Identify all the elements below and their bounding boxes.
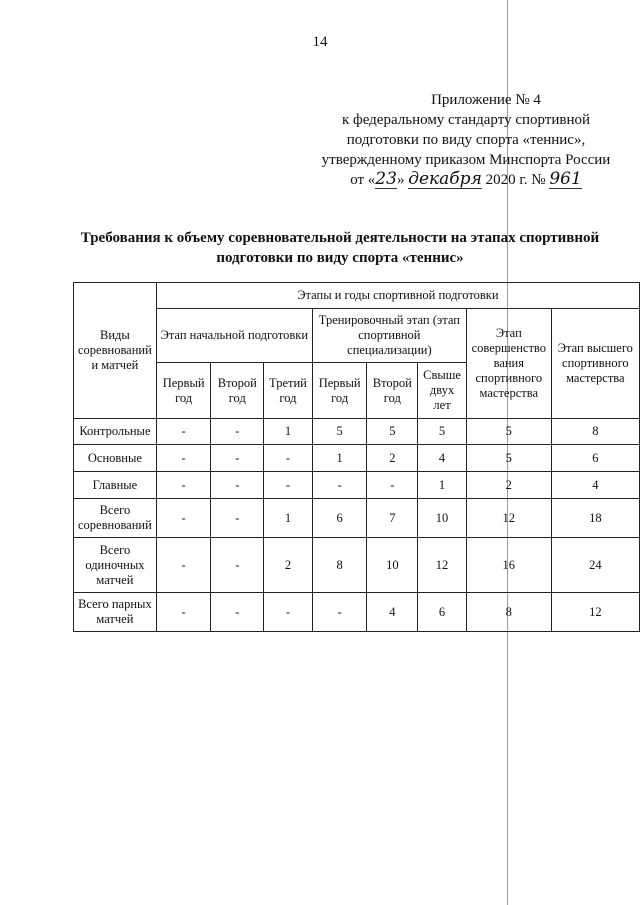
table-cell: 7 [367, 499, 418, 538]
header-stage-perfection: Этап совершенство вания спортивного мастерства [466, 309, 551, 419]
table-cell: - [264, 593, 313, 632]
header-year: Второй год [211, 363, 264, 419]
table-row [74, 472, 640, 499]
document-title [70, 228, 610, 268]
table-cell: - [156, 593, 211, 632]
table-row [74, 499, 640, 538]
table-cell: - [264, 445, 313, 472]
row-label: Всего одиночных матчей [74, 538, 157, 593]
title-line1: Требования к объему соревновательной деятельности на этапах спортивной [80, 230, 600, 246]
table-cell: 12 [466, 499, 551, 538]
table-cell: 1 [264, 499, 313, 538]
header-year: Первый год [312, 363, 367, 419]
table-cell: - [367, 472, 418, 499]
table-cell: 5 [367, 419, 418, 445]
table-cell: 16 [466, 538, 551, 593]
requirements-table [73, 282, 640, 632]
table-cell: - [156, 472, 211, 499]
table-cell: 5 [466, 419, 551, 445]
year-text: 2020 г. № [485, 172, 546, 188]
appendix-header [316, 90, 616, 190]
appendix-line3: подготовки по виду спорта «теннис», [346, 132, 586, 148]
header-stage-initial: Этап начальной подготовки [156, 309, 312, 363]
table-cell: - [211, 593, 264, 632]
row-label: Основные [74, 445, 157, 472]
table-cell: - [211, 538, 264, 593]
table-cell: 5 [312, 419, 367, 445]
date-mid: » [396, 172, 405, 188]
table-cell: 8 [551, 419, 639, 445]
date-prefix: от « [350, 172, 376, 188]
table-cell: 4 [551, 472, 639, 499]
table-cell: 4 [367, 593, 418, 632]
row-label: Контрольные [74, 419, 157, 445]
table-cell: 2 [367, 445, 418, 472]
appendix-line4: утвержденному приказом Минспорта России [321, 152, 611, 168]
table-cell: - [211, 472, 264, 499]
page-number: 14 [312, 34, 328, 50]
appendix-line2: к федеральному стандарту спортивной [341, 112, 591, 128]
table-cell: 12 [418, 538, 467, 593]
table-cell: 8 [312, 538, 367, 593]
table-cell: - [156, 445, 211, 472]
appendix-line1: Приложение № 4 [431, 92, 541, 108]
handwritten-month: декабря [408, 169, 482, 189]
handwritten-number: 961 [549, 169, 582, 189]
table-cell: - [211, 419, 264, 445]
table-cell: - [264, 472, 313, 499]
table-row [74, 538, 640, 593]
header-stages: Этапы и годы спортивной подготовки [156, 283, 639, 309]
table-cell: - [211, 499, 264, 538]
header-year: Второй год [367, 363, 418, 419]
table-cell: 2 [264, 538, 313, 593]
row-label: Главные [74, 472, 157, 499]
header-year: Первый год [156, 363, 211, 419]
table-cell: - [211, 445, 264, 472]
table-cell: 1 [312, 445, 367, 472]
table-row [74, 445, 640, 472]
header-year: Свыше двух лет [418, 363, 467, 419]
handwritten-day: 23 [375, 169, 397, 189]
table-cell: 10 [418, 499, 467, 538]
table-cell: 5 [466, 445, 551, 472]
table-header-row [74, 283, 640, 309]
header-competition-kinds: Виды соревнований и матчей [74, 283, 157, 419]
table-cell: 6 [551, 445, 639, 472]
title-line2: подготовки по виду спорта «теннис» [216, 250, 464, 266]
table-cell: 12 [551, 593, 639, 632]
table-cell: 10 [367, 538, 418, 593]
table-cell: 4 [418, 445, 467, 472]
table-cell: 8 [466, 593, 551, 632]
table-cell: - [156, 419, 211, 445]
header-stage-higher: Этап высшего спортивного мастерства [551, 309, 639, 419]
order-date [316, 170, 616, 190]
table-cell: - [156, 538, 211, 593]
table-cell: - [312, 593, 367, 632]
table-cell: 24 [551, 538, 639, 593]
table-row [74, 593, 640, 632]
row-label: Всего парных матчей [74, 593, 157, 632]
table-cell: 1 [418, 472, 467, 499]
table-cell: 5 [418, 419, 467, 445]
table-row [74, 419, 640, 445]
table-stage-row [74, 309, 640, 363]
row-label: Всего соревнований [74, 499, 157, 538]
table-cell: - [156, 499, 211, 538]
table-cell: - [312, 472, 367, 499]
header-stage-training: Тренировочный этап (этап спортивной специализации) [312, 309, 466, 363]
table-cell: 1 [264, 419, 313, 445]
table-cell: 6 [418, 593, 467, 632]
header-year: Третий год [264, 363, 313, 419]
table-cell: 18 [551, 499, 639, 538]
table-cell: 2 [466, 472, 551, 499]
table-cell: 6 [312, 499, 367, 538]
